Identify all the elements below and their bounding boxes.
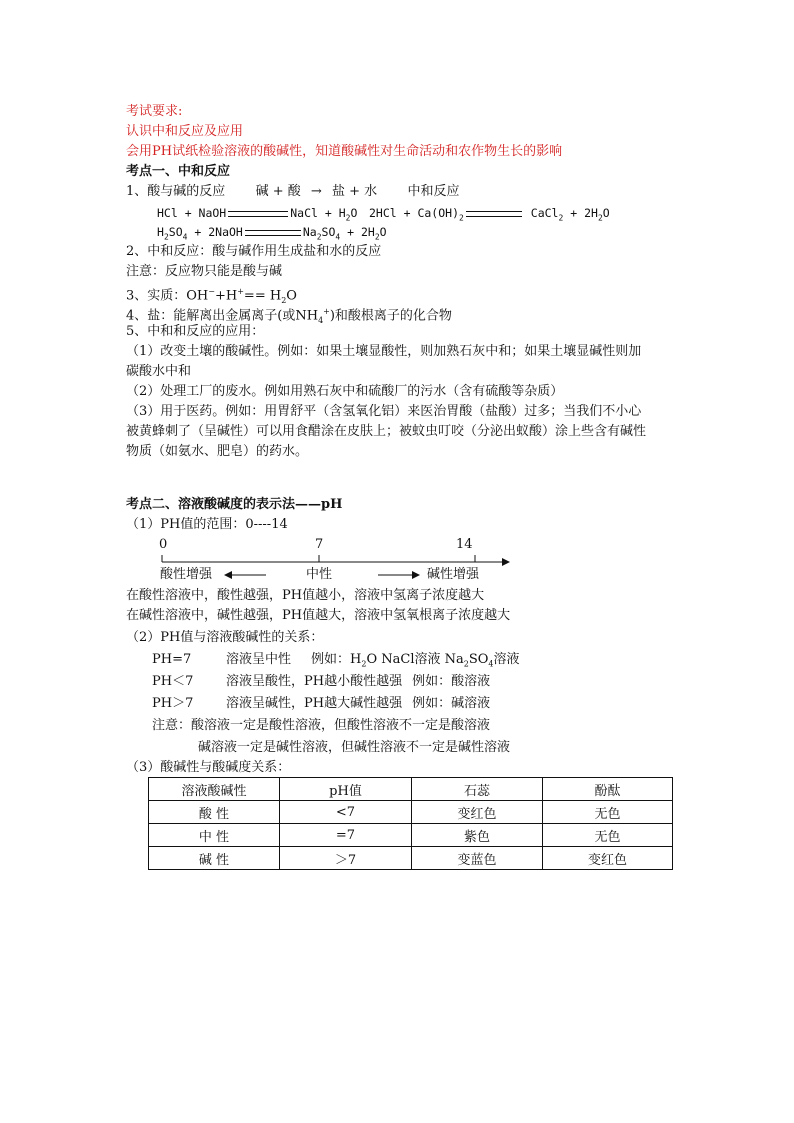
item3-sub: 2 xyxy=(281,295,287,305)
table-cell: =7 xyxy=(280,824,412,847)
relation-ph-value: PH＜7 xyxy=(152,674,194,689)
eq2-left: 2HCl + Ca(OH) xyxy=(369,206,460,220)
eq2-right: CaCl xyxy=(530,206,559,220)
scale-neutral-label: 中性 xyxy=(306,567,333,582)
eq3-sub: 4 xyxy=(335,232,341,242)
scale-label-0: 0 xyxy=(159,537,168,552)
eq3-sub: 2 xyxy=(163,232,169,242)
table-row xyxy=(149,801,673,824)
item3-text: == H xyxy=(243,288,282,304)
eq1-end: O xyxy=(350,206,358,220)
scale-base-label: 碱性增强 xyxy=(427,567,480,582)
application-3-line1: （3）用于医药。例如：用胃舒平（含氢氧化铝）来医治胃酸（盐酸）过多；当我们不小心 xyxy=(126,404,642,419)
application-1-line2: 碳酸水中和 xyxy=(126,364,192,379)
table-cell: 酸 性 xyxy=(149,801,280,824)
eq3-part: Na xyxy=(302,225,317,239)
table-header-cell: 溶液酸碱性 xyxy=(149,778,280,801)
point1-title: 考点一、中和反应 xyxy=(126,164,231,179)
table-cell: 中 性 xyxy=(149,824,280,847)
relation-ph-value: PH＞7 xyxy=(152,696,194,711)
right-arrow-icon xyxy=(376,569,420,581)
item4-text: 4、盐：能解离出金属离子(或NH xyxy=(126,308,319,324)
relation-desc: 溶液呈酸性，PH越小酸性越强 xyxy=(226,674,403,689)
item4-sup: + xyxy=(323,307,330,316)
table-cell: <7 xyxy=(280,801,412,824)
eq2-end: + 2H xyxy=(563,206,598,220)
eq3-part: + 2H xyxy=(340,225,375,239)
item3-text: 3、实质：OH xyxy=(126,288,209,304)
table-title: （3）酸碱性与酸碱度关系： xyxy=(126,760,291,775)
eq3-part: + 2NaOH xyxy=(187,225,243,239)
eq3-part: SO xyxy=(321,225,336,239)
table-row xyxy=(149,824,673,847)
point1-item2: 2、中和反应：酸与碱作用生成盐和水的反应 xyxy=(126,244,382,259)
table-header-row xyxy=(149,778,673,801)
table-cell: 无色 xyxy=(543,801,673,824)
table-header-cell: 酚酞 xyxy=(543,778,673,801)
relation-ph-lt7 xyxy=(152,672,490,692)
application-1-line1: （1）改变土壤的酸碱性。例如：如果土壤显酸性，则加熟石灰中和；如果土壤显碱性则加 xyxy=(126,344,642,359)
application-3-line2: 被黄蜂刺了（呈碱性）可以用食醋涂在皮肤上；被蚊虫叮咬（分泌出蚁酸）涂上些含有碱性 xyxy=(126,424,647,439)
relation-sub: 4 xyxy=(488,659,494,669)
word-plus: + xyxy=(349,184,361,199)
scale-label-7: 7 xyxy=(315,537,324,552)
word-acid: 酸 xyxy=(287,184,301,199)
eq3-part: SO xyxy=(168,225,183,239)
item3-sup: − xyxy=(208,287,215,296)
eq3-sub: 2 xyxy=(374,232,380,242)
acidity-table xyxy=(148,777,673,870)
word-base: 碱 xyxy=(255,184,269,199)
relation-note-1: 注意：酸溶液一定是酸性溶液，但酸性溶液不一定是酸溶液 xyxy=(152,718,491,733)
relation-note-2: 碱溶液一定是碱性溶液，但碱性溶液不一定是碱性溶液 xyxy=(198,740,511,755)
application-3-line3: 物质（如氨水、肥皂）的药水。 xyxy=(126,444,309,459)
scale-label-14: 14 xyxy=(456,537,473,552)
relation-example: 例如：H xyxy=(311,652,362,667)
arrow-icon: → xyxy=(310,184,322,199)
table-cell: 变红色 xyxy=(543,847,673,870)
word-water: 水 xyxy=(364,184,378,199)
item4-sub: 4 xyxy=(318,315,324,325)
table-cell: 变红色 xyxy=(412,801,543,824)
table-header-cell: pH值 xyxy=(280,778,412,801)
item1-label: 1、酸与碱的反应 xyxy=(126,184,226,199)
table-cell: 变蓝色 xyxy=(412,847,543,870)
equation-2 xyxy=(369,203,610,228)
eq1-right: NaCl + H xyxy=(290,206,346,220)
relation-sub: 2 xyxy=(361,659,367,669)
relation-ph-value: PH=7 xyxy=(152,652,192,667)
left-arrow-icon xyxy=(224,569,268,581)
point1-item5: 5、中和和反应的应用： xyxy=(126,324,265,339)
table-header-cell: 石蕊 xyxy=(412,778,543,801)
word-plus: + xyxy=(272,184,284,199)
relation-sub: 2 xyxy=(463,659,469,669)
point1-item1 xyxy=(126,182,459,202)
eq1-left: HCl + NaOH xyxy=(157,206,227,220)
requirement-1: 认识中和反应及应用 xyxy=(126,124,244,139)
acid-solution-line: 在酸性溶液中，酸性越强，PH值越小，溶液中氢离子浓度越大 xyxy=(126,588,485,603)
application-2: （2）处理工厂的废水。例如用熟石灰中和硫酸厂的污水（含有硫酸等杂质） xyxy=(126,384,564,399)
table-row xyxy=(149,847,673,870)
point2-title: 考点二、溶液酸碱度的表示法——pH xyxy=(126,497,343,512)
item3-text: +H xyxy=(214,288,238,304)
item3-sup: + xyxy=(237,287,244,296)
table-cell: 无色 xyxy=(543,824,673,847)
table-cell: 紫色 xyxy=(412,824,543,847)
eq3-part: H xyxy=(157,225,164,239)
item3-text: O xyxy=(286,288,297,304)
relation-desc: 溶液呈碱性，PH越大碱性越强 xyxy=(226,696,403,711)
eq3-sub: 2 xyxy=(316,232,322,242)
eq2-sub: 2 xyxy=(558,213,564,223)
relation-title: （2）PH值与溶液酸碱性的关系： xyxy=(126,630,324,645)
word-salt: 盐 xyxy=(331,184,345,199)
eq2-end: O xyxy=(602,206,610,220)
equals-icon xyxy=(228,211,288,217)
eq2-sub: 2 xyxy=(459,213,464,223)
equals-icon xyxy=(245,230,301,236)
requirement-2: 会用PH试纸检验溶液的酸碱性，知道酸碱性对生命活动和农作物生长的影响 xyxy=(126,144,563,159)
eq2-sub: 2 xyxy=(597,213,603,223)
exam-requirements-title: 考试要求: xyxy=(126,104,183,119)
relation-ph7 xyxy=(152,650,520,675)
ph-range: （1）PH值的范围：0----14 xyxy=(126,517,288,532)
base-solution-line: 在碱性溶液中，碱性越强，PH值越大，溶液中氢氧根离子浓度越大 xyxy=(126,608,511,623)
relation-example: 例如：酸溶液 xyxy=(412,674,491,689)
relation-example: O NaCl溶液 Na xyxy=(366,652,464,667)
relation-example: 溶液 xyxy=(493,652,520,667)
relation-example: SO xyxy=(468,652,489,667)
scale-acid-label: 酸性增强 xyxy=(160,567,213,582)
relation-ph-gt7 xyxy=(152,694,490,714)
ph-scale-line xyxy=(150,552,510,568)
word-neutralization: 中和反应 xyxy=(407,184,460,199)
relation-desc: 溶液呈中性 xyxy=(226,652,292,667)
eq3-sub: 4 xyxy=(182,232,188,242)
relation-example: 例如：碱溶液 xyxy=(412,696,491,711)
eq3-part: O xyxy=(379,225,387,239)
point1-note: 注意：反应物只能是酸与碱 xyxy=(126,264,283,279)
item4-text: )和酸根离子的化合物 xyxy=(329,308,452,324)
table-cell: 碱 性 xyxy=(149,847,280,870)
eq1-sub: 2 xyxy=(345,213,351,223)
equals-icon xyxy=(466,211,522,217)
table-cell: ＞7 xyxy=(280,847,412,870)
